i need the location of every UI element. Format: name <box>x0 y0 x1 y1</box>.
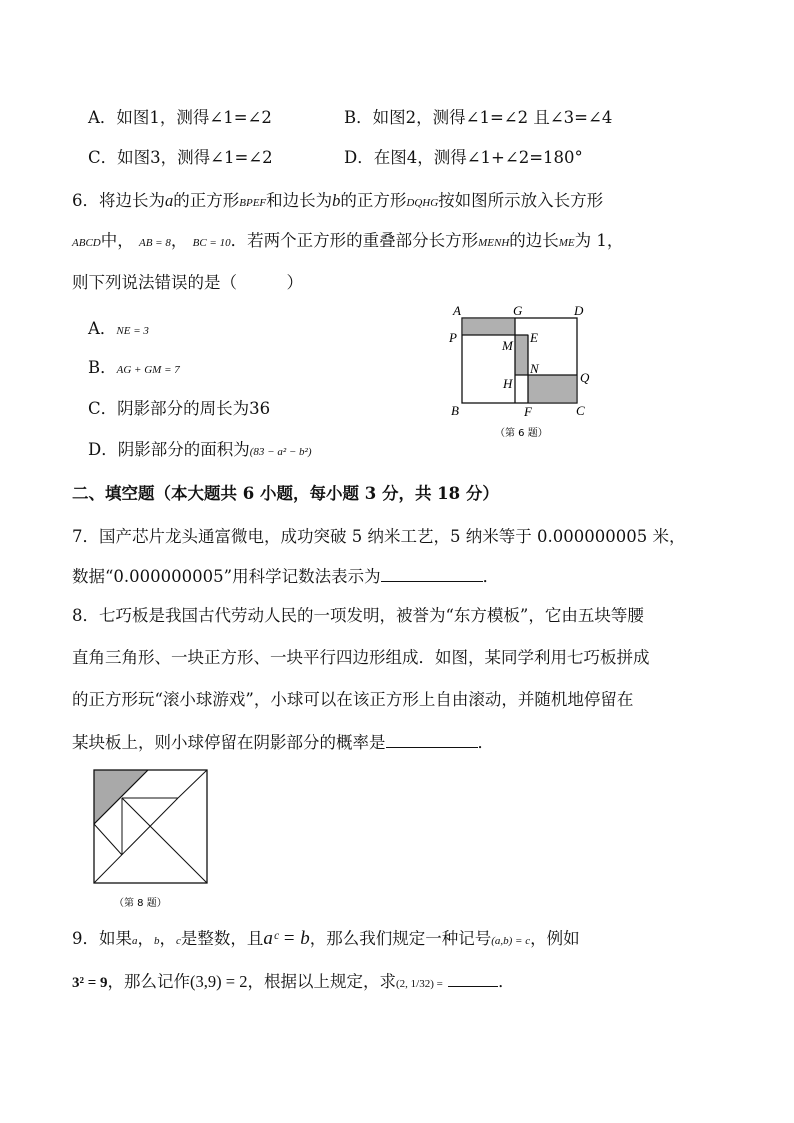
shade-bottom <box>528 375 577 403</box>
label-E: E <box>530 330 538 345</box>
q6-option-d: D．阴影部分的面积为(83 − a² − b²) <box>88 440 312 459</box>
q8-answer-blank <box>386 731 478 748</box>
q5-option-d: D．在图4，测得∠1+∠2=180° <box>344 148 583 167</box>
q6-figure <box>440 300 610 450</box>
q8-line3: 的正方形玩“滚小球游戏”，小球可以在该正方形上自由滚动，并随机地停留在 <box>72 690 634 709</box>
q8-line1: 8．七巧板是我国古代劳动人民的一项发明，被誉为“东方模板”，它由五块等腰 <box>72 606 644 625</box>
q5-option-a: A．如图1，测得∠1=∠2 <box>88 108 272 127</box>
q7-line1: 7．国产芯片龙头通富微电，成功突破 5 纳米工艺，5 纳米等于 0.000000005 米， <box>72 527 686 546</box>
label-A: A <box>453 303 461 318</box>
shade-middle <box>515 335 528 375</box>
q5-option-c: C．如图3，测得∠1=∠2 <box>88 148 273 167</box>
q5-option-b: B．如图2，测得∠1=∠2 且∠3=∠4 <box>344 108 613 127</box>
label-M: M <box>502 338 513 353</box>
q7-line2: 数据“0.000000005”用科学记数法表示为 ． <box>72 567 500 586</box>
shade-top <box>462 318 515 335</box>
q7-answer-blank <box>381 565 483 582</box>
label-F: F <box>524 404 532 419</box>
label-N: N <box>530 361 539 376</box>
q6-line2: ABCD中， AB = 8， BC = 10．若两个正方形的重叠部分长方形MENH的边长ME为 1， <box>72 231 624 250</box>
q8-line4: 某块板上，则小球停留在阴影部分的概率是 ． <box>72 733 494 752</box>
q6-line1: 6．将边长为a的正方形BPEF和边长为b的正方形DQHG按如图所示放入长方形 <box>72 191 604 210</box>
label-C: C <box>576 403 585 418</box>
label-Q: Q <box>580 370 590 385</box>
label-D: D <box>574 303 584 318</box>
q6-option-b: B．AG + GM = 7 <box>88 358 180 377</box>
q8-tangram-figure <box>92 768 212 910</box>
q6-option-c: C．阴影部分的周长为36 <box>88 399 271 418</box>
q9-line1: 9．如果a，b，c是整数，且aᶜ = b，那么我们规定一种记号(a,b) = c，例如 <box>72 928 580 949</box>
q8-figure-caption: （第 8 题） <box>114 898 167 909</box>
q9-line2: 3² = 9，那么记作(3,9) = 2，根据以上规定，求(2, 1/32) = ． <box>72 972 515 991</box>
label-G: G <box>513 303 523 318</box>
label-H: H <box>503 376 513 391</box>
q6-option-a: A．NE = 3 <box>88 319 149 338</box>
q6-figure-caption: （第 6 题） <box>495 428 548 439</box>
q6-line3: 则下列说法错误的是（ ） <box>72 273 303 292</box>
q8-line2: 直角三角形、一块正方形、一块平行四边形组成．如图，某同学利用七巧板拼成 <box>72 648 650 667</box>
label-B: B <box>451 403 459 418</box>
q6-number: 6． <box>72 191 99 210</box>
q9-answer-blank <box>448 970 498 987</box>
section-heading: 二、填空题（本大题共 6 小题，每小题 3 分，共 18 分） <box>72 484 499 503</box>
label-P: P <box>449 330 457 345</box>
